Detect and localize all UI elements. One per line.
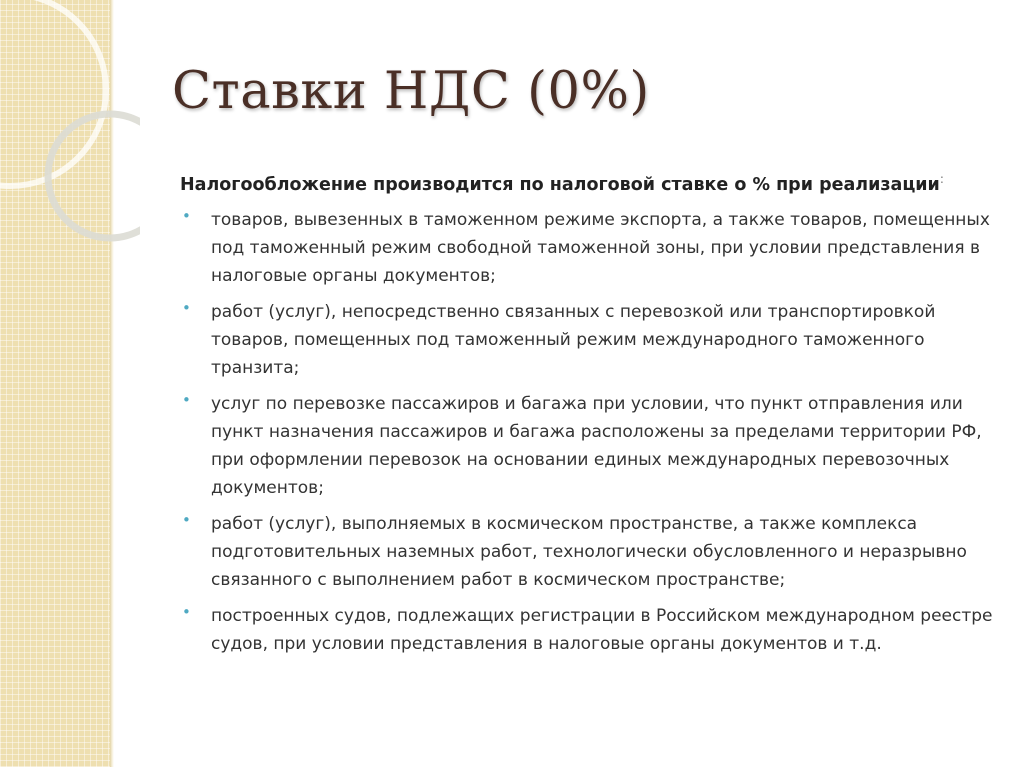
bullet-item (180, 298, 1000, 382)
intro-text (180, 166, 1000, 198)
bullet-list (180, 206, 1000, 658)
bullet-text: услуг по перевозке пассажиров и багажа при условии, что пункт отправления или пункт назначения пассажиров и багажа расположены за пределами территории РФ, при оформлении перевозок на основании единых международных перевозочных документов; (211, 393, 982, 498)
bullet-item (180, 602, 1000, 658)
slide-content (180, 166, 1000, 666)
bullet-item (180, 390, 1000, 502)
bullet-text: товаров, вывезенных в таможенном режиме экспорта, а также товаров, помещенных под таможенный режим свободной таможенной зоны, при условии представления в налоговые органы документов; (211, 209, 990, 286)
slide-title: Ставки НДС (0%) (172, 62, 650, 121)
bullet-text: построенных судов, подлежащих регистрации в Российском международном реестре судов, при условии представления в налоговые органы документов и т.д. (211, 605, 993, 654)
bullet-text: работ (услуг), непосредственно связанных с перевозкой или транспортировкой товаров, помещенных под таможенный режим международного таможенного транзита; (211, 301, 936, 378)
bullet-text: работ (услуг), выполняемых в космическом пространстве, а также комплекса подготовительных наземных работ, технологически обусловленного и неразрывно связанного с выполнением работ в космическом пространстве; (211, 513, 967, 590)
bullet-item (180, 206, 1000, 290)
intro-label: Налогообложение производится по налоговой ставке о % при реализации (180, 174, 940, 195)
bullet-dot-icon: • (182, 298, 191, 317)
bullet-dot-icon: • (182, 602, 191, 621)
bullet-dot-icon: • (182, 206, 191, 225)
intro-colon: : (939, 172, 944, 186)
bullet-dot-icon: • (182, 510, 191, 529)
bullet-dot-icon: • (182, 390, 191, 409)
decorative-rings (0, 0, 140, 280)
bullet-item (180, 510, 1000, 594)
